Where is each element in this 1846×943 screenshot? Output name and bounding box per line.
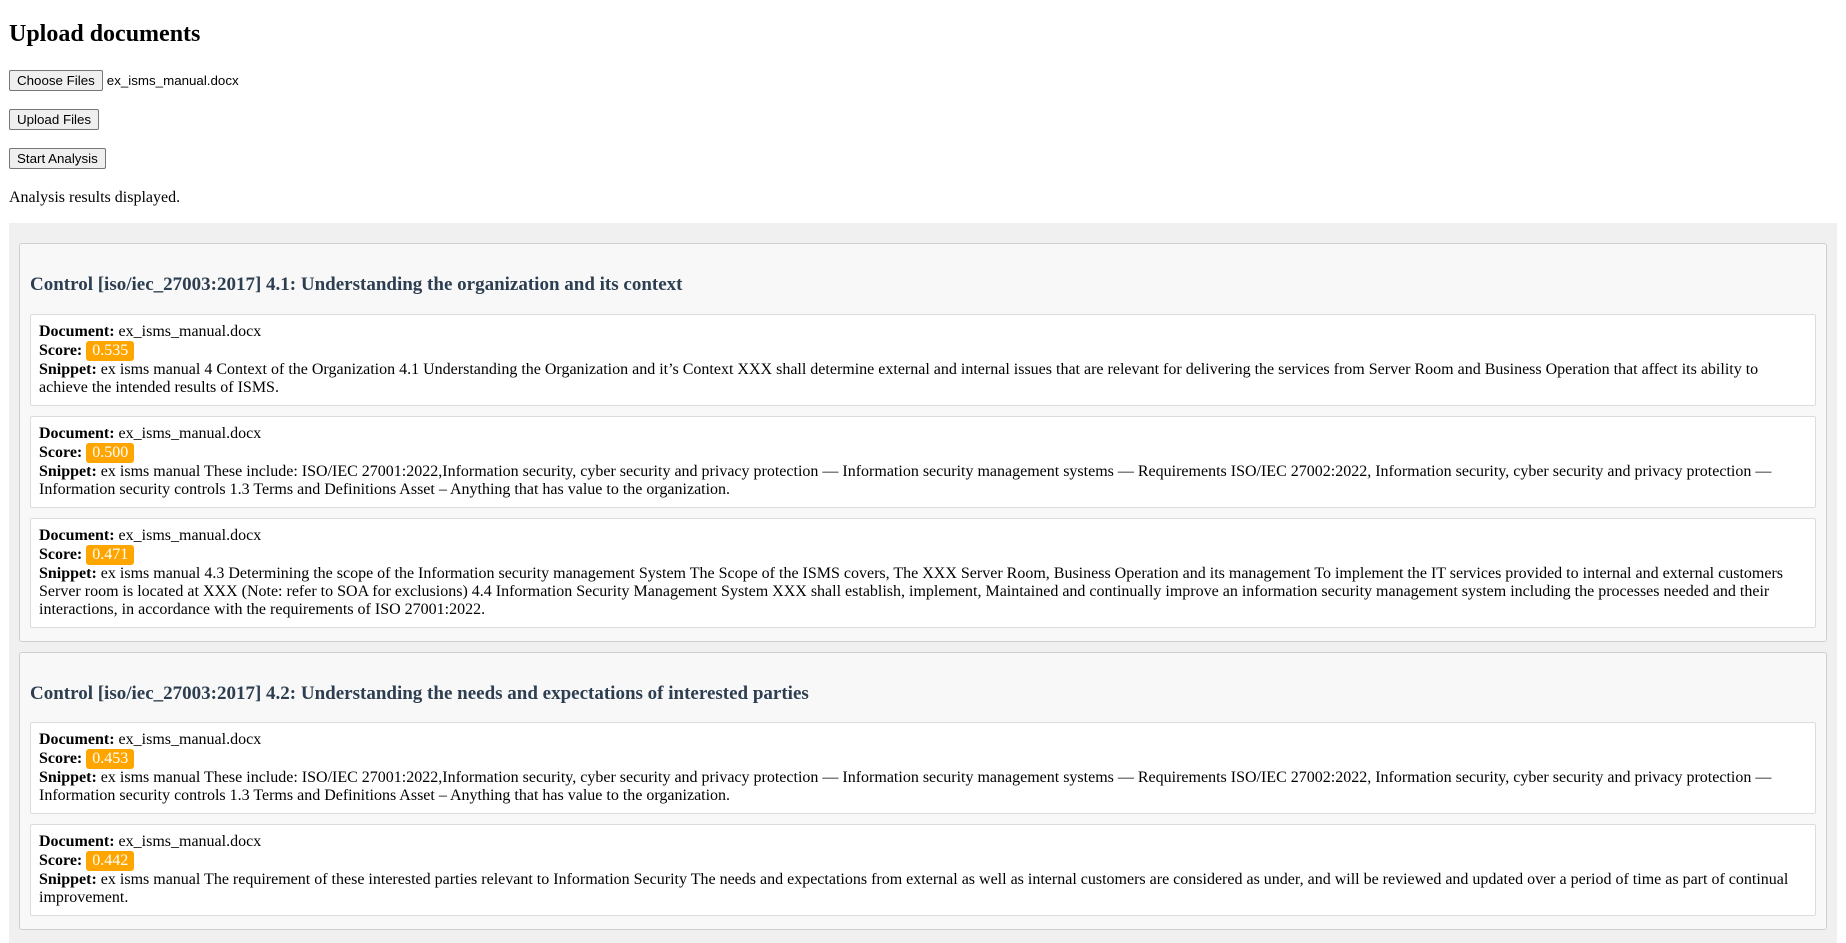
document-name: ex_isms_manual.docx xyxy=(118,833,262,851)
score-badge: 0.453 xyxy=(86,749,134,769)
match-item xyxy=(30,314,1816,406)
document-name: ex_isms_manual.docx xyxy=(118,322,262,340)
file-picker xyxy=(9,71,1837,90)
match-item xyxy=(30,416,1816,508)
document-label: Document: xyxy=(39,731,115,749)
score-badge: 0.535 xyxy=(86,341,134,361)
document-name: ex_isms_manual.docx xyxy=(118,424,262,442)
score-badge: 0.500 xyxy=(86,443,134,463)
snippet-label: Snippet: xyxy=(39,564,97,582)
score-label: Score: xyxy=(39,545,83,563)
upload-row xyxy=(9,110,1837,129)
score-badge: 0.471 xyxy=(86,545,134,565)
analysis-row xyxy=(9,149,1837,168)
status-message: Analysis results displayed. xyxy=(9,188,181,206)
match-item xyxy=(30,518,1816,628)
document-name: ex_isms_manual.docx xyxy=(118,526,262,544)
choose-files-button[interactable]: Choose Files xyxy=(9,70,103,91)
snippet-text: ex isms manual These include: ISO/IEC 27001:2022,Information security, cyber security and privacy protection — Information security management systems — Requirements ISO/IEC 27002:2022, Information security, cyber security and privacy protection — Information security controls 1.3 Terms and Definitions Asset – Anything that has value to the organization. xyxy=(39,769,1772,805)
snippet-text: ex isms manual The requirement of these interested parties relevant to Information Security The needs and expectations from external as well as internal customers are considered as under, and will be reviewed and updated over a period of time as part of continual improvement. xyxy=(39,871,1789,907)
snippet-text: ex isms manual 4 Context of the Organization 4.1 Understanding the Organization and it’s Context XXX shall determine external and internal issues that are relevant for delivering the services from Server Room and Business Operation that affect its ability to achieve the intended results of ISMS. xyxy=(39,360,1759,396)
document-label: Document: xyxy=(39,526,115,544)
control-card xyxy=(19,243,1827,642)
selected-file-name: ex_isms_manual.docx xyxy=(106,72,239,88)
upload-files-button[interactable]: Upload Files xyxy=(9,109,99,130)
snippet-label: Snippet: xyxy=(39,871,97,889)
document-label: Document: xyxy=(39,833,115,851)
snippet-label: Snippet: xyxy=(39,769,97,787)
score-label: Score: xyxy=(39,852,83,870)
page-title: Upload documents xyxy=(9,21,201,47)
start-analysis-button[interactable]: Start Analysis xyxy=(9,148,106,169)
match-item xyxy=(30,824,1816,916)
document-label: Document: xyxy=(39,424,115,442)
score-label: Score: xyxy=(39,443,83,461)
snippet-text: ex isms manual These include: ISO/IEC 27001:2022,Information security, cyber security and privacy protection — Information security management systems — Requirements ISO/IEC 27002:2022, Information security, cyber security and privacy protection — Information security controls 1.3 Terms and Definitions Asset – Anything that has value to the organization. xyxy=(39,462,1772,498)
results-panel[interactable] xyxy=(9,223,1837,943)
control-heading: Control [iso/iec_27003:2017] 4.1: Understanding the organization and its context xyxy=(30,273,683,295)
score-label: Score: xyxy=(39,750,83,768)
snippet-label: Snippet: xyxy=(39,360,97,378)
control-card xyxy=(19,652,1827,931)
score-label: Score: xyxy=(39,341,83,359)
score-badge: 0.442 xyxy=(86,851,134,871)
snippet-text: ex isms manual 4.3 Determining the scope of the Information security management System The Scope of the ISMS covers, The XXX Server Room, Business Operation and its management To implement the IT services provided to internal and external customers Server room is located at XXX (Note: refer to SOA for exclusions) 4.4 Information Security Management System XXX shall establish, implement, Maintained and continually improve an information security management system including the processes needed and their interactions, in accordance with the requirements of ISO 27001:2022. xyxy=(39,564,1783,618)
snippet-label: Snippet: xyxy=(39,462,97,480)
document-name: ex_isms_manual.docx xyxy=(118,731,262,749)
control-heading: Control [iso/iec_27003:2017] 4.2: Understanding the needs and expectations of interested parties xyxy=(30,682,809,704)
document-label: Document: xyxy=(39,322,115,340)
match-item xyxy=(30,722,1816,814)
